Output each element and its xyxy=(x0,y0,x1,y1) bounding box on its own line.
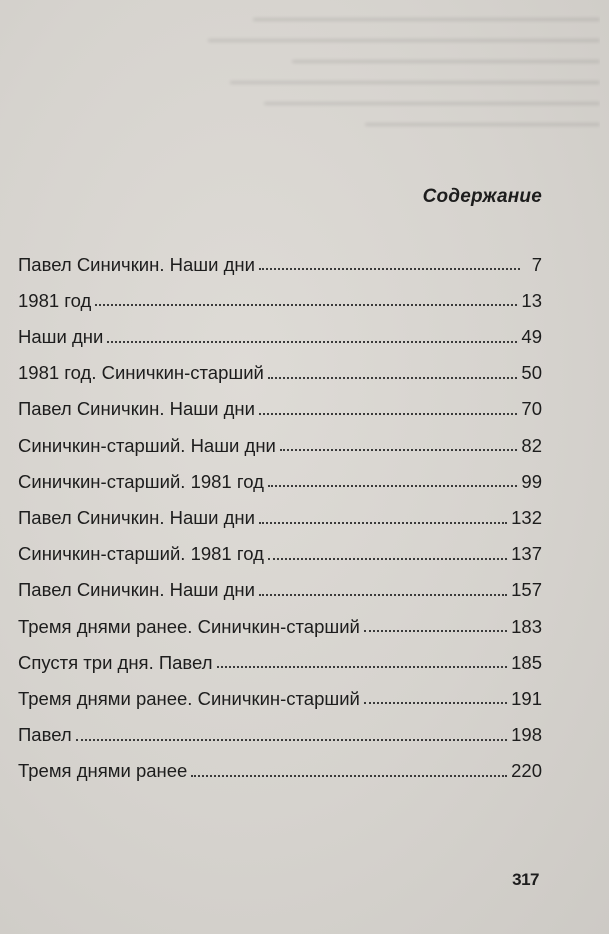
toc-dot-leader xyxy=(191,775,507,777)
toc-dot-leader xyxy=(364,702,507,704)
toc-entry-page: 185 xyxy=(511,651,542,673)
toc-entry xyxy=(18,636,542,672)
bleed-through-text xyxy=(40,0,600,170)
toc-dot-leader xyxy=(259,268,520,270)
toc-entry xyxy=(18,310,542,346)
toc-dot-leader xyxy=(364,630,507,632)
toc-entry-page: 220 xyxy=(511,760,542,782)
toc-entry-page: 137 xyxy=(511,543,542,565)
toc-dot-leader xyxy=(95,304,517,306)
toc-entry-page: 50 xyxy=(521,362,542,384)
toc-entry xyxy=(18,455,542,491)
toc-entry xyxy=(18,419,542,455)
toc-entry-title: Спустя три дня. Павел xyxy=(18,651,213,673)
page-number: 317 xyxy=(512,870,539,889)
toc-entry xyxy=(18,564,542,600)
toc-dot-leader xyxy=(268,377,518,379)
toc-entry-page: 99 xyxy=(521,470,542,492)
toc-dot-leader xyxy=(217,666,508,668)
toc-entry-page: 70 xyxy=(521,398,542,420)
toc-entry xyxy=(18,745,542,781)
toc-entry-title: Синичкин-старший. Наши дни xyxy=(18,434,276,456)
toc-dot-leader xyxy=(268,558,507,560)
toc-entry xyxy=(18,274,542,310)
toc-entry-title: Павел Синичкин. Наши дни xyxy=(18,579,255,601)
table-of-contents xyxy=(18,238,542,781)
toc-dot-leader xyxy=(76,739,507,741)
toc-entry xyxy=(18,383,542,419)
toc-entry-page: 7 xyxy=(531,253,542,275)
toc-entry-page: 49 xyxy=(521,326,542,348)
toc-dot-leader xyxy=(280,449,518,451)
toc-entry-page: 157 xyxy=(511,579,542,601)
toc-entry-title: Павел Синичкин. Наши дни xyxy=(18,507,255,528)
toc-entry-title: 1981 год. Синичкин-старший xyxy=(18,362,264,384)
toc-entry-title: Тремя днями ранее xyxy=(18,760,188,782)
toc-entry-title: 1981 год xyxy=(18,289,92,311)
toc-entry-page: 198 xyxy=(511,724,542,746)
toc-entry-page: 191 xyxy=(511,687,542,709)
toc-entry-title: Наши дни xyxy=(18,326,104,348)
toc-entry xyxy=(18,238,542,274)
toc-entry xyxy=(18,347,542,383)
toc-entry xyxy=(18,708,542,744)
toc-dot-leader xyxy=(259,413,517,415)
toc-entry-title: Павел Синичкин. Наши дни xyxy=(18,253,255,275)
toc-entry-page: 82 xyxy=(521,434,542,456)
toc-entry-page: 132 xyxy=(511,507,542,528)
toc-dot-leader xyxy=(268,485,518,487)
toc-entry-page: 13 xyxy=(521,289,542,311)
toc-dot-leader xyxy=(259,594,507,596)
toc-entry xyxy=(18,491,542,527)
toc-entry xyxy=(18,528,542,564)
toc-entry xyxy=(18,600,542,636)
toc-entry-title: Тремя днями ранее. Синичкин-старший xyxy=(18,687,360,709)
toc-dot-leader xyxy=(107,341,517,343)
toc-entry-page: 183 xyxy=(511,615,542,637)
toc-entry-title: Синичкин-старший. 1981 год xyxy=(18,470,264,492)
toc-entry xyxy=(18,672,542,708)
toc-entry-title: Павел Синичкин. Наши дни xyxy=(18,398,255,420)
toc-entry-title: Тремя днями ранее. Синичкин-старший xyxy=(18,615,360,637)
toc-heading: Содержание xyxy=(422,186,542,207)
toc-entry-title: Синичкин-старший. 1981 год xyxy=(18,543,264,565)
toc-dot-leader xyxy=(259,522,507,524)
toc-entry-title: Павел xyxy=(18,724,72,746)
